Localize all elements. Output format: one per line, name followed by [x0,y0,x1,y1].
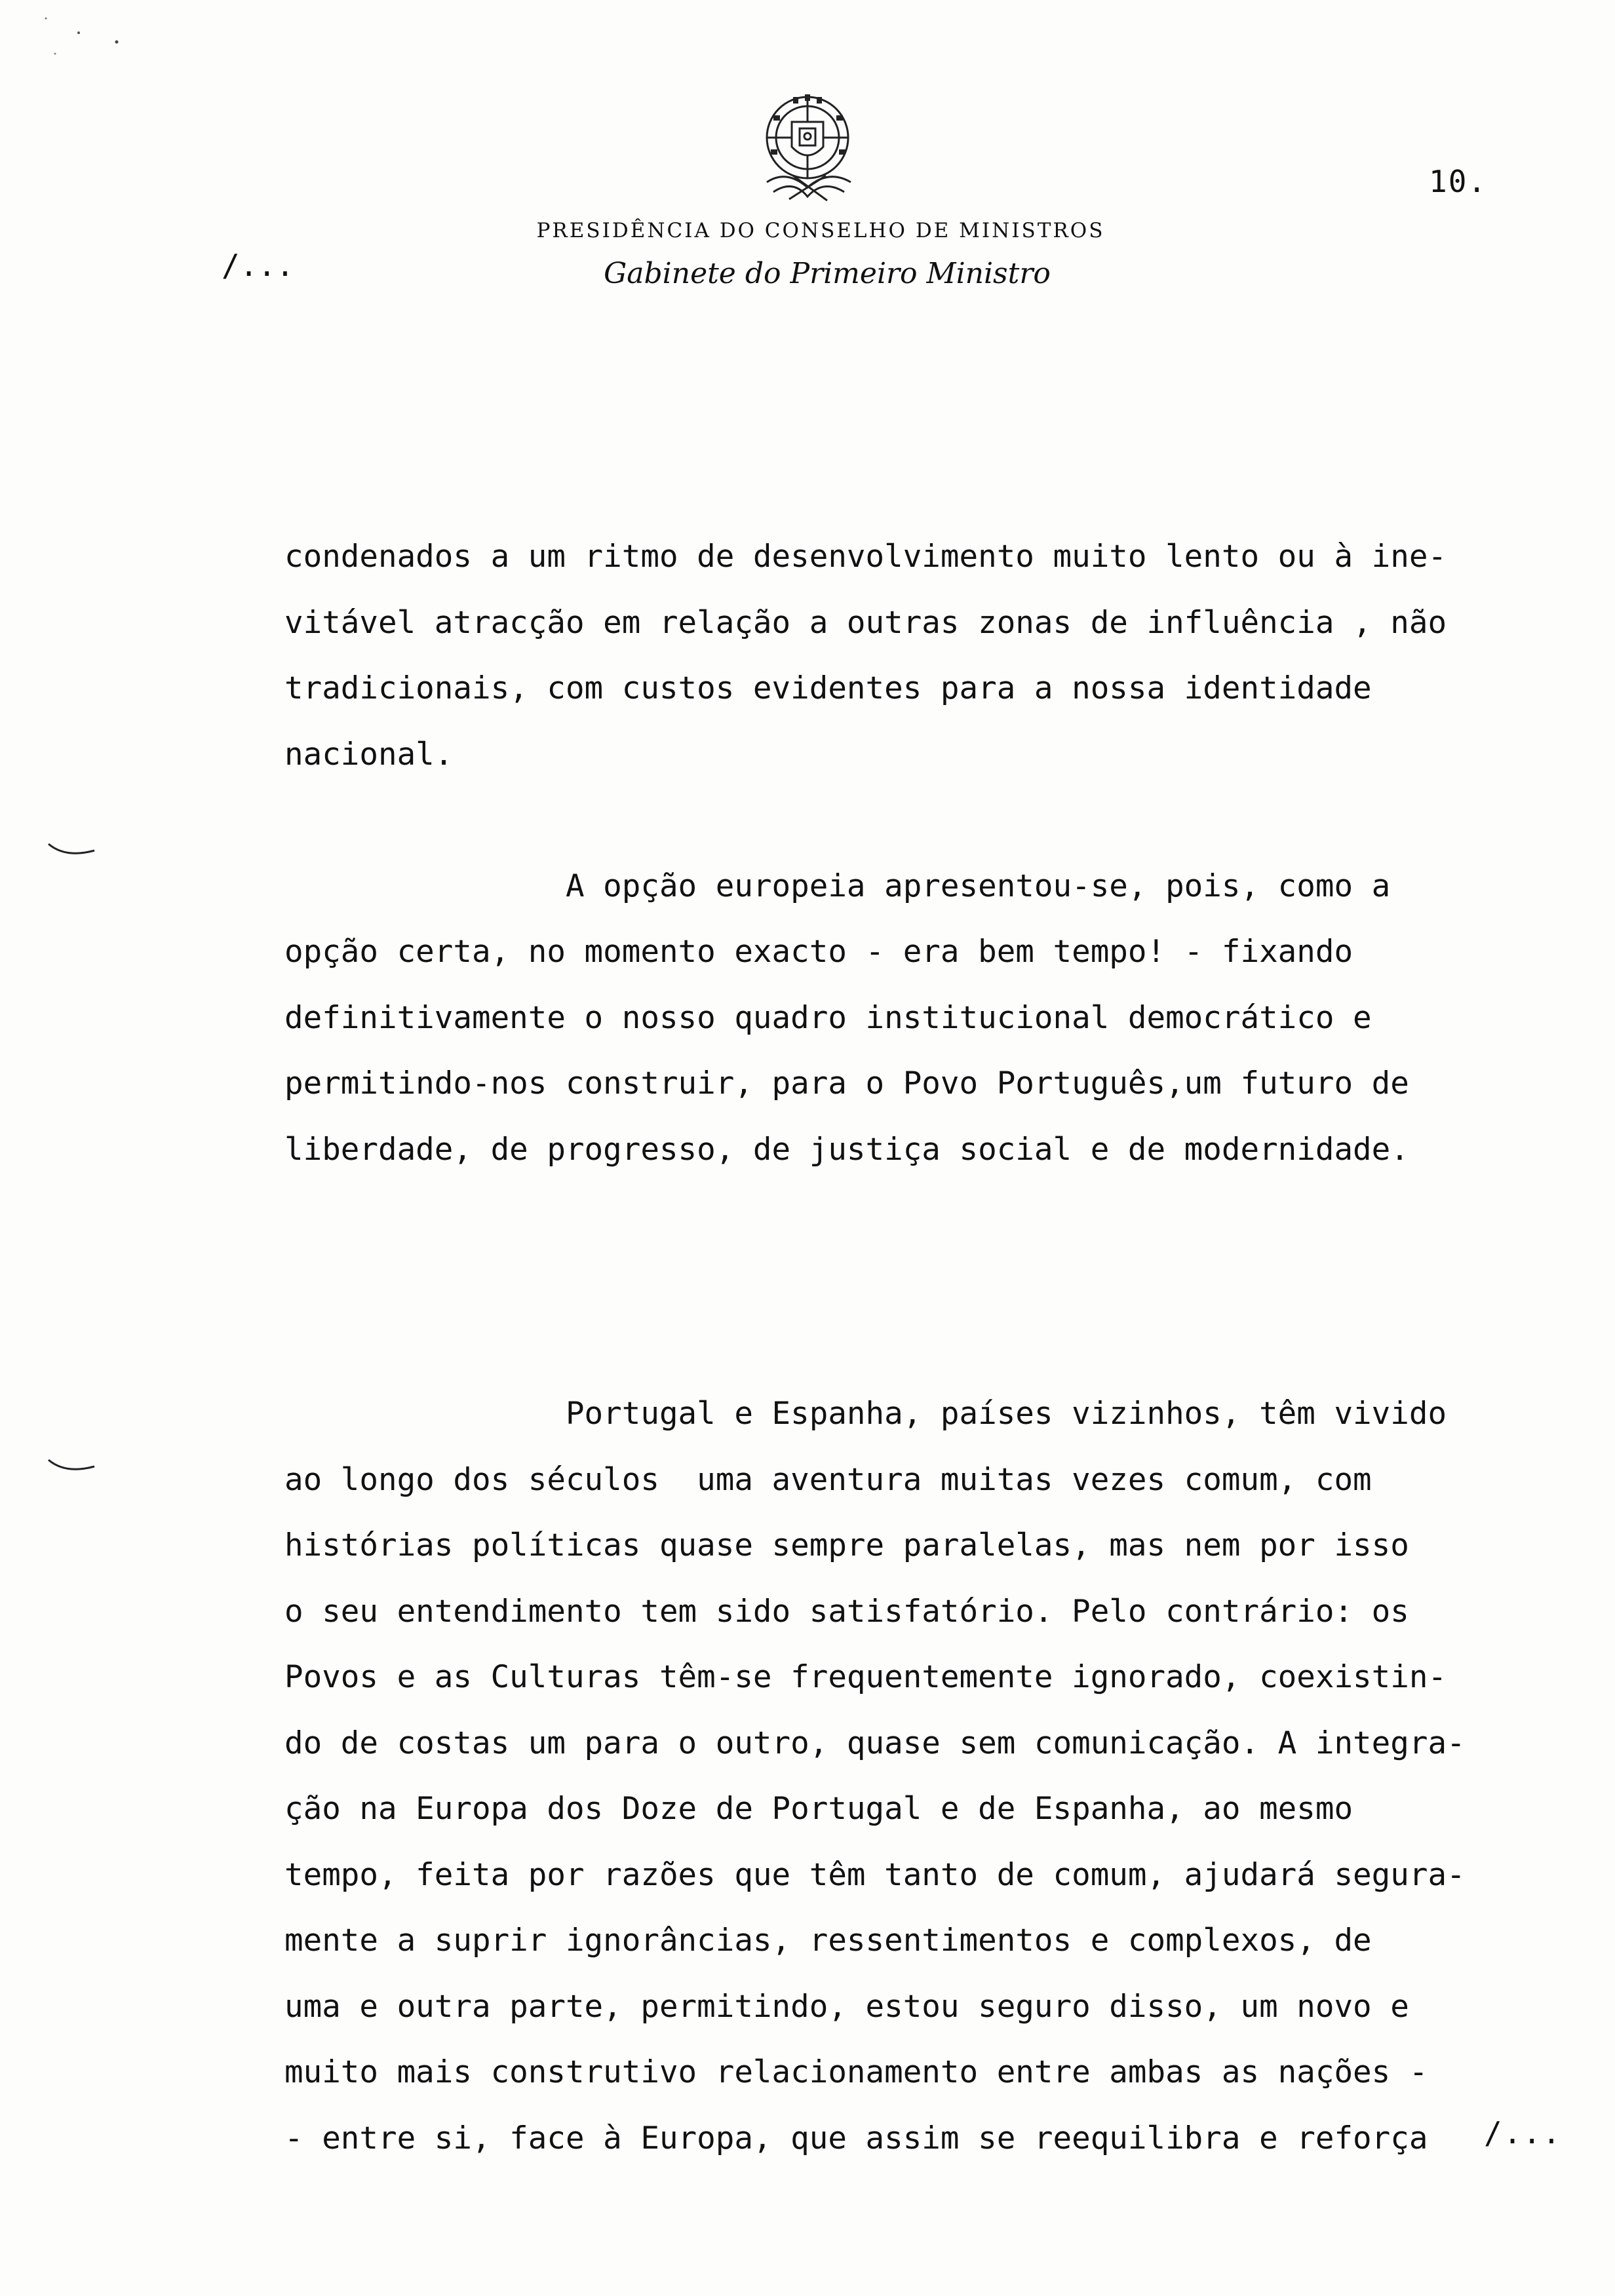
text-line: - entre si, face à Europa, que assim se reequilibra e reforça [284,2120,1428,2156]
continuation-mark-bottom: /... [1484,2115,1562,2151]
text-line: Povos e as Culturas têm-se frequentemente ignorado, coexistin- [284,1659,1447,1695]
office-name: PRESIDÊNCIA DO CONSELHO DE MINISTROS [536,219,1105,242]
margin-tick-mark [46,841,98,861]
letter-body [284,524,1530,2172]
text-line: vitável atracção em relação a outras zonas de influência , não [284,604,1447,641]
margin-tick-mark [46,1457,98,1477]
text-line: muito mais construtivo relacionamento entre ambas as nações - [284,2054,1428,2090]
text-line: tradicionais, com custos evidentes para a nossa identidade [284,670,1372,706]
paragraph-1 [284,524,1530,788]
text-line: condenados a um ritmo de desenvolvimento muito lento ou à ine- [284,539,1447,575]
page-number: 10. [1429,164,1488,199]
text-line: uma e outra parte, permitindo, estou seguro disso, um novo e [284,1988,1409,2025]
text-line: do de costas um para o outro, quase sem comunicação. A integra- [284,1725,1466,1761]
text-line: histórias políticas quase sempre paralelas, mas nem por isso [284,1527,1409,1563]
paragraph-3 [284,1381,1530,2172]
text-line: ao longo dos séculos uma aventura muitas vezes comum, com [284,1461,1372,1498]
cabinet-name: Gabinete do Primeiro Ministro [604,257,1051,290]
scan-specks [39,13,144,66]
text-line: nacional. [284,736,454,773]
paragraph-spacer [284,788,1530,854]
text-line: opção certa, no momento exacto - era bem tempo! - fixando [284,934,1353,970]
text-line: permitindo-nos construir, para o Povo Português,um futuro de [284,1065,1409,1101]
text-line: liberdade, de progresso, de justiça social e de modernidade. [284,1131,1409,1168]
text-line: mente a suprir ignorâncias, ressentimentos e complexos, de [284,1923,1372,1959]
text-line: tempo, feita por razões que têm tanto de comum, ajudará segura- [284,1856,1466,1893]
text-line: definitivamente o nosso quadro institucional democrático e [284,999,1372,1036]
text-line: ção na Europa dos Doze de Portugal e de Espanha, ao mesmo [284,1791,1353,1827]
text-line: o seu entendimento tem sido satisfatório. Pelo contrário: os [284,1593,1409,1630]
coat-of-arms-icon [747,84,872,208]
text-line: A opção europeia apresentou-se, pois, como a [284,868,1391,904]
continuation-mark-top: /... [222,248,294,283]
paragraph-spacer [284,1183,1530,1381]
paragraph-2 [284,854,1530,1183]
text-line: Portugal e Espanha, países vizinhos, têm vivido [284,1396,1447,1432]
